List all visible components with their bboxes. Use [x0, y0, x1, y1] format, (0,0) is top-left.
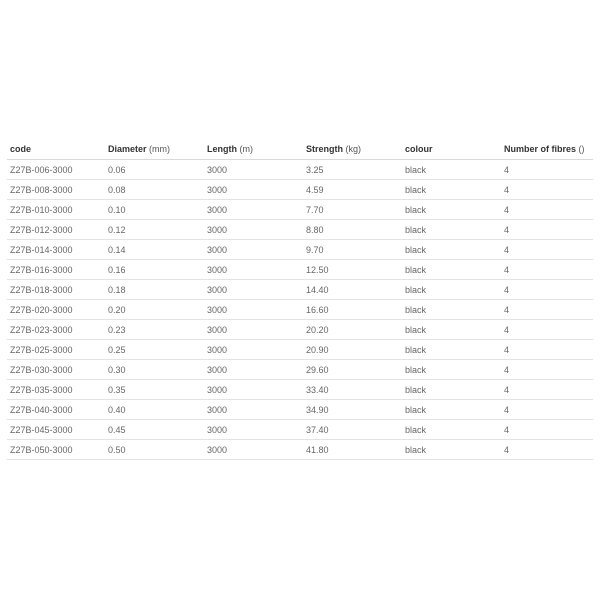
cell-diameter: 0.20	[105, 300, 204, 320]
cell-strength: 8.80	[303, 220, 402, 240]
cell-length: 3000	[204, 420, 303, 440]
header-strength: Strength (kg)	[303, 139, 402, 160]
cell-fibres: 4	[501, 240, 593, 260]
table-body	[7, 160, 593, 460]
cell-fibres: 4	[501, 420, 593, 440]
cell-strength: 29.60	[303, 360, 402, 380]
cell-length: 3000	[204, 180, 303, 200]
cell-length: 3000	[204, 160, 303, 180]
cell-strength: 37.40	[303, 420, 402, 440]
cell-length: 3000	[204, 340, 303, 360]
table-row	[7, 280, 593, 300]
cell-colour: black	[402, 240, 501, 260]
cell-strength: 20.20	[303, 320, 402, 340]
cell-strength: 3.25	[303, 160, 402, 180]
cell-diameter: 0.45	[105, 420, 204, 440]
cell-strength: 34.90	[303, 400, 402, 420]
cell-strength: 7.70	[303, 200, 402, 220]
cell-fibres: 4	[501, 200, 593, 220]
table-row	[7, 220, 593, 240]
cell-code: Z27B-008-3000	[7, 180, 105, 200]
cell-diameter: 0.12	[105, 220, 204, 240]
cell-fibres: 4	[501, 220, 593, 240]
header-diameter: Diameter (mm)	[105, 139, 204, 160]
cell-colour: black	[402, 200, 501, 220]
cell-diameter: 0.50	[105, 440, 204, 460]
cell-fibres: 4	[501, 380, 593, 400]
table-row	[7, 360, 593, 380]
header-length: Length (m)	[204, 139, 303, 160]
cell-strength: 4.59	[303, 180, 402, 200]
cell-colour: black	[402, 440, 501, 460]
cell-colour: black	[402, 180, 501, 200]
cell-colour: black	[402, 400, 501, 420]
header-fibres: Number of fibres ()	[501, 139, 593, 160]
cell-code: Z27B-050-3000	[7, 440, 105, 460]
cell-colour: black	[402, 300, 501, 320]
table-row	[7, 380, 593, 400]
cell-strength: 20.90	[303, 340, 402, 360]
table-row	[7, 300, 593, 320]
cell-code: Z27B-018-3000	[7, 280, 105, 300]
cell-length: 3000	[204, 200, 303, 220]
header-strength-unit: (kg)	[345, 144, 362, 154]
table-row	[7, 160, 593, 180]
cell-length: 3000	[204, 360, 303, 380]
cell-strength: 33.40	[303, 380, 402, 400]
cell-strength: 14.40	[303, 280, 402, 300]
cell-strength: 16.60	[303, 300, 402, 320]
cell-diameter: 0.40	[105, 400, 204, 420]
cell-colour: black	[402, 380, 501, 400]
header-colour: colour	[402, 139, 501, 160]
cell-strength: 12.50	[303, 260, 402, 280]
cell-fibres: 4	[501, 320, 593, 340]
cell-colour: black	[402, 280, 501, 300]
cell-length: 3000	[204, 280, 303, 300]
cell-colour: black	[402, 320, 501, 340]
cell-fibres: 4	[501, 260, 593, 280]
table-row	[7, 340, 593, 360]
cell-length: 3000	[204, 400, 303, 420]
cell-length: 3000	[204, 220, 303, 240]
header-diameter-unit: (mm)	[149, 144, 171, 154]
table-row	[7, 440, 593, 460]
cell-code: Z27B-020-3000	[7, 300, 105, 320]
cell-length: 3000	[204, 300, 303, 320]
cell-fibres: 4	[501, 160, 593, 180]
cell-code: Z27B-045-3000	[7, 420, 105, 440]
cell-colour: black	[402, 420, 501, 440]
cell-fibres: 4	[501, 280, 593, 300]
table-row	[7, 200, 593, 220]
cell-code: Z27B-023-3000	[7, 320, 105, 340]
cell-length: 3000	[204, 260, 303, 280]
cell-colour: black	[402, 340, 501, 360]
cell-colour: black	[402, 260, 501, 280]
cell-length: 3000	[204, 440, 303, 460]
cell-diameter: 0.18	[105, 280, 204, 300]
cell-code: Z27B-016-3000	[7, 260, 105, 280]
cell-diameter: 0.10	[105, 200, 204, 220]
header-fibres-unit: ()	[578, 144, 585, 154]
cell-code: Z27B-030-3000	[7, 360, 105, 380]
cell-fibres: 4	[501, 340, 593, 360]
header-length-unit: (m)	[239, 144, 254, 154]
cell-code: Z27B-035-3000	[7, 380, 105, 400]
cell-diameter: 0.14	[105, 240, 204, 260]
cell-length: 3000	[204, 380, 303, 400]
cell-colour: black	[402, 220, 501, 240]
header-code: code	[7, 139, 105, 160]
cell-colour: black	[402, 160, 501, 180]
table-row	[7, 320, 593, 340]
cell-diameter: 0.25	[105, 340, 204, 360]
cell-diameter: 0.08	[105, 180, 204, 200]
cell-code: Z27B-014-3000	[7, 240, 105, 260]
table-row	[7, 400, 593, 420]
cell-code: Z27B-012-3000	[7, 220, 105, 240]
cell-code: Z27B-006-3000	[7, 160, 105, 180]
cell-fibres: 4	[501, 360, 593, 380]
cell-length: 3000	[204, 240, 303, 260]
table-row	[7, 260, 593, 280]
cell-strength: 9.70	[303, 240, 402, 260]
table-row	[7, 420, 593, 440]
cell-colour: black	[402, 360, 501, 380]
cell-fibres: 4	[501, 180, 593, 200]
table-row	[7, 240, 593, 260]
cell-fibres: 4	[501, 440, 593, 460]
cell-diameter: 0.16	[105, 260, 204, 280]
table-row	[7, 180, 593, 200]
cell-code: Z27B-025-3000	[7, 340, 105, 360]
cell-fibres: 4	[501, 400, 593, 420]
cell-strength: 41.80	[303, 440, 402, 460]
cell-length: 3000	[204, 320, 303, 340]
cell-code: Z27B-040-3000	[7, 400, 105, 420]
table-header-row	[7, 139, 593, 160]
cell-fibres: 4	[501, 300, 593, 320]
cell-diameter: 0.30	[105, 360, 204, 380]
cell-diameter: 0.35	[105, 380, 204, 400]
cell-diameter: 0.23	[105, 320, 204, 340]
spec-table	[7, 139, 593, 460]
cell-diameter: 0.06	[105, 160, 204, 180]
cell-code: Z27B-010-3000	[7, 200, 105, 220]
